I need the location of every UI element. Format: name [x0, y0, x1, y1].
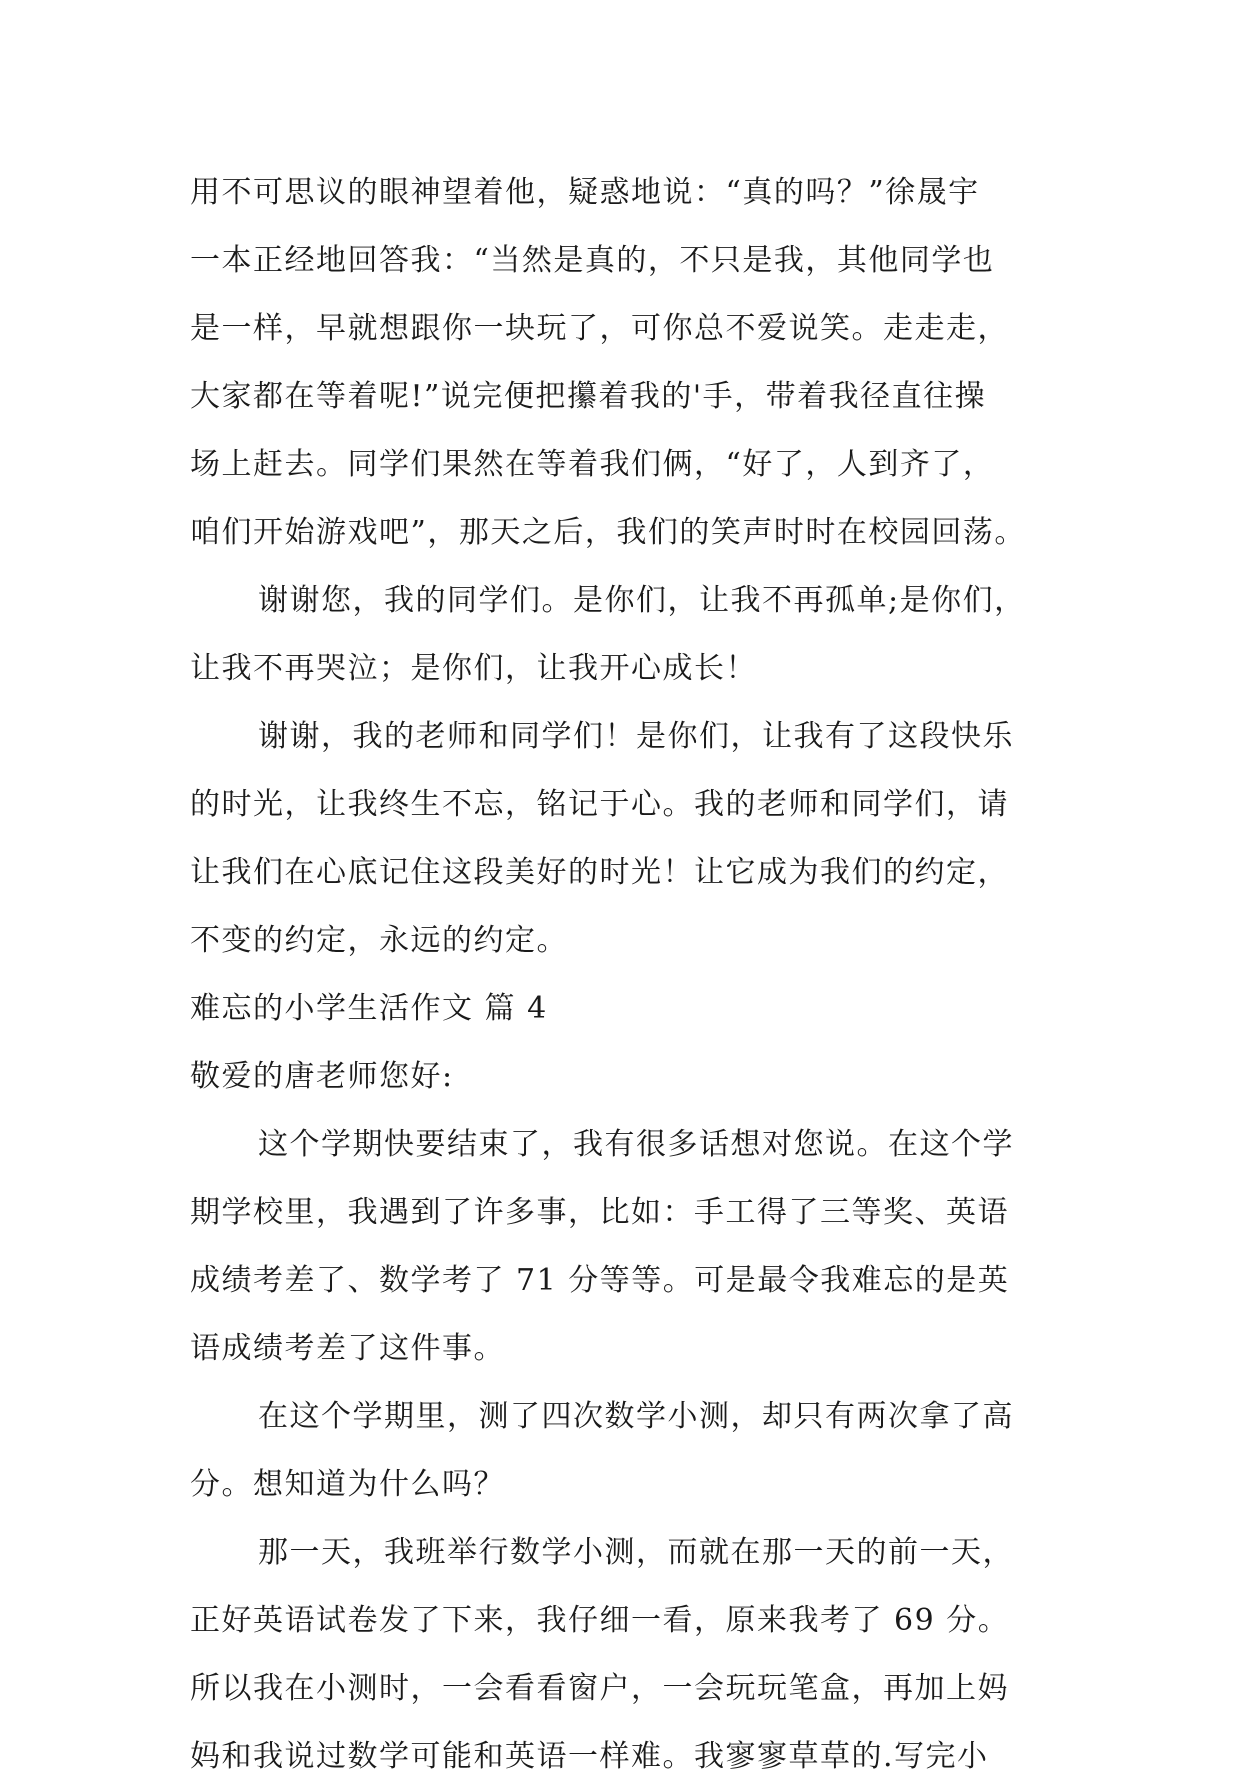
paragraph-first-line: 这个学期快要结束了，我有很多话想对您说。在这个学	[258, 1127, 1014, 1162]
text-line: 一本正经地回答我：“当然是真的，不只是我，其他同学也	[190, 243, 995, 278]
text-line: 让我们在心底记住这段美好的时光！让它成为我们的约定，	[190, 855, 1009, 890]
paragraph-first-line: 那一天，我班举行数学小测，而就在那一天的前一天，	[258, 1535, 1014, 1570]
text-line: 分。想知道为什么吗？	[190, 1467, 505, 1502]
text-line: 不变的约定，永远的约定。	[190, 923, 568, 958]
text-line: 妈和我说过数学可能和英语一样难。我寥寥草草的.写完小	[190, 1739, 989, 1774]
text-line: 成绩考差了、数学考了 71 分等等。可是最令我难忘的是英	[190, 1263, 1010, 1298]
paragraph-first-line: 在这个学期里，测了四次数学小测，却只有两次拿了高	[258, 1399, 1014, 1434]
letter-salutation: 敬爱的唐老师您好:	[190, 1059, 454, 1094]
text-line: 期学校里，我遇到了许多事，比如：手工得了三等奖、英语	[190, 1195, 1009, 1230]
text-line: 的时光，让我终生不忘，铭记于心。我的老师和同学们，请	[190, 787, 1009, 822]
document-body	[190, 159, 1070, 1791]
text-line: 正好英语试卷发了下来，我仔细一看，原来我考了 69 分。	[190, 1603, 1010, 1638]
section-heading: 难忘的小学生活作文 篇 4	[190, 991, 548, 1026]
paragraph-first-line: 谢谢您，我的同学们。是你们，让我不再孤单;是你们，	[258, 583, 1026, 618]
text-line: 大家都在等着呢!”说完便把攥着我的'手，带着我径直往操	[190, 379, 987, 414]
text-line: 让我不再哭泣；是你们，让我开心成长！	[190, 651, 757, 686]
text-line: 语成绩考差了这件事。	[190, 1331, 505, 1366]
text-line: 场上赶去。同学们果然在等着我们俩，“好了，人到齐了，	[190, 447, 995, 482]
text-line: 用不可思议的眼神望着他，疑惑地说：“真的吗？”徐晟宇	[190, 175, 980, 210]
text-line: 是一样，早就想跟你一块玩了，可你总不爱说笑。走走走，	[190, 311, 1009, 346]
paragraph-first-line: 谢谢，我的老师和同学们！是你们，让我有了这段快乐	[258, 719, 1014, 754]
text-line: 咱们开始游戏吧”，那天之后，我们的笑声时时在校园回荡。	[190, 515, 1026, 550]
text-line: 所以我在小测时，一会看看窗户，一会玩玩笔盒，再加上妈	[190, 1671, 1009, 1706]
